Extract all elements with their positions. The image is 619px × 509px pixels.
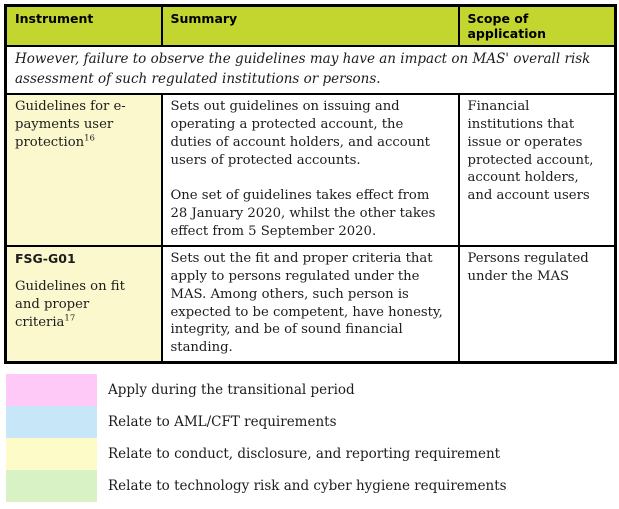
legend-item-conduct-disclosure <box>6 438 507 470</box>
summary-paragraph: Sets out the fit and proper criteria that apply to persons regulated under the MAS. Among others, such person is expected to be competent, have honesty, integrity, and be of sound financial standing. <box>170 251 443 356</box>
legend-label: Relate to technology risk and cyber hygiene requirements <box>108 478 507 494</box>
color-legend <box>6 374 507 502</box>
column-header-scope: Scope of application <box>459 6 616 47</box>
guidelines-note-text: However, failure to observe the guidelines may have an impact on MAS' overall risk assessment of such regulated institutions or persons. <box>6 46 616 94</box>
scope-cell: Financial institutions that issue or operates protected account, account holders, and account users <box>459 94 616 246</box>
legend-item-transitional-period <box>6 374 507 406</box>
summary-cell <box>162 94 459 246</box>
instrument-cell <box>6 246 162 362</box>
footnote-ref: 16 <box>84 133 95 144</box>
legend-label: Relate to AML/CFT requirements <box>108 414 337 430</box>
summary-paragraph: One set of guidelines takes effect from 28 January 2020, whilst the other takes effect from 5 September 2020. <box>170 188 436 239</box>
instrument-code: FSG-G01 <box>15 251 76 267</box>
blue-swatch <box>6 406 97 438</box>
table-row <box>6 246 616 362</box>
table-header-row <box>6 6 616 47</box>
pink-swatch <box>6 374 97 406</box>
legend-label: Apply during the transitional period <box>108 382 355 398</box>
summary-cell <box>162 246 459 362</box>
instrument-name: Guidelines for e-payments user protection <box>15 99 126 150</box>
yellow-swatch <box>6 438 97 470</box>
legend-item-aml-cft <box>6 406 507 438</box>
footnote-ref: 17 <box>64 313 76 324</box>
instrument-name: Guidelines on fit and proper criteria <box>15 279 125 330</box>
column-header-summary: Summary <box>162 6 459 47</box>
legend-label: Relate to conduct, disclosure, and reporting requirement <box>108 446 501 462</box>
table-row <box>6 94 616 246</box>
scope-cell: Persons regulated under the MAS <box>459 246 616 362</box>
note-row <box>6 46 616 94</box>
legend-item-technology-risk <box>6 470 507 502</box>
instruments-table <box>4 4 617 364</box>
column-header-instrument: Instrument <box>6 6 162 47</box>
instrument-cell <box>6 94 162 246</box>
summary-paragraph: Sets out guidelines on issuing and operating a protected account, the duties of account holders, and account users of protected accounts. <box>170 99 430 168</box>
green-swatch <box>6 470 97 502</box>
